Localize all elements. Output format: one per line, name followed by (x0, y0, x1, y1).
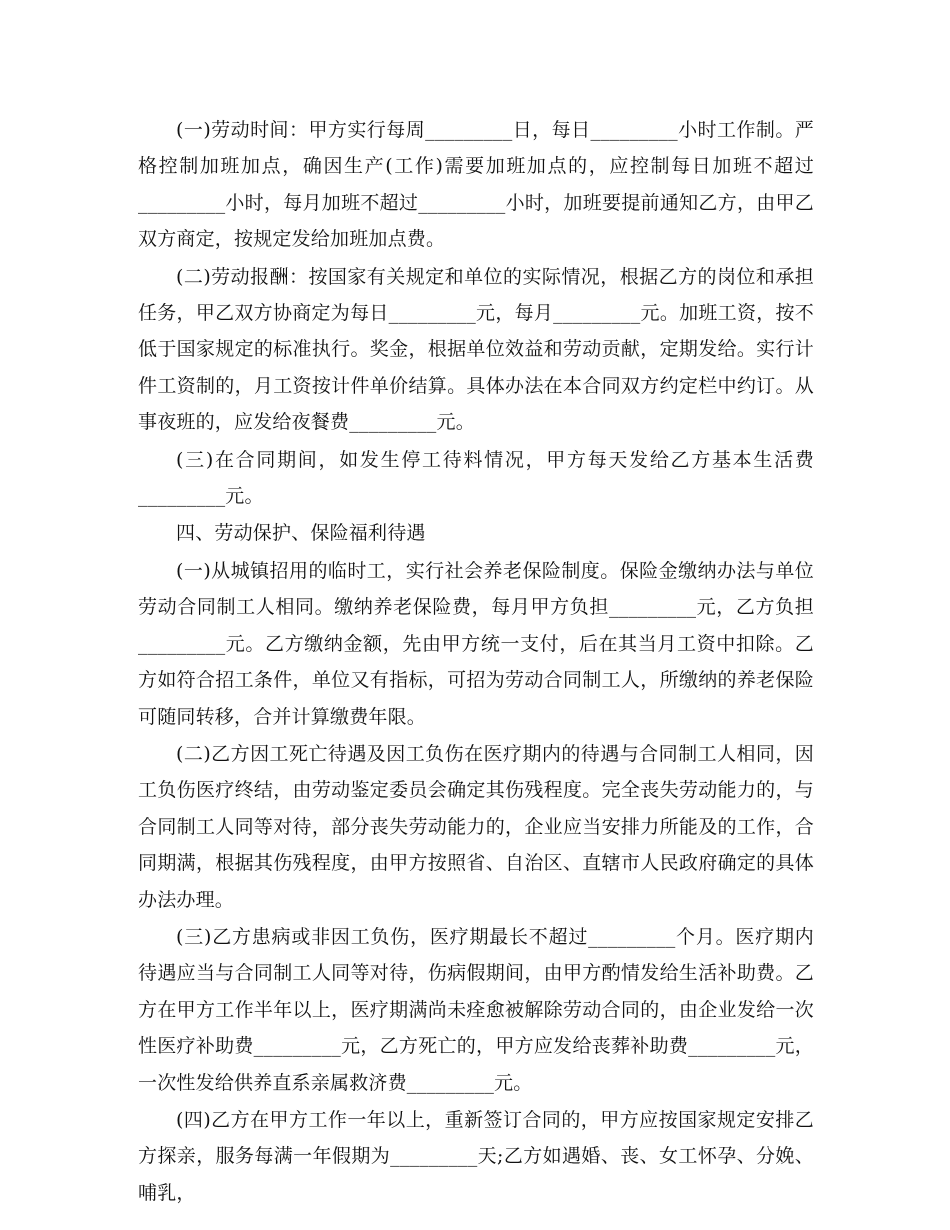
paragraph-home-leave: (四)乙方在甲方工作一年以上，重新签订合同的，甲方应按国家规定安排乙方探亲，服务每满一年假期为_________天;乙方如遇婚、丧、女工怀孕、分娩、哺乳， (138, 1108, 814, 1204)
paragraph-illness-medical: (三)乙方患病或非因工负伤，医疗期最长不超过_________个月。医疗期内待遇应当与合同制工人同等对待，伤病假期间，由甲方酌情发给生活补助费。乙方在甲方工作半年以上，医疗期满尚未痊愈被解除劳动合同的，由企业发给一次性医疗补助费_________元，乙方死亡的，甲方应发给丧葬补助费_________元，一次性发给供养直系亲属救济费_________元。 (138, 925, 814, 1094)
document-page (138, 112, 814, 1211)
paragraph-pension-insurance: (一)从城镇招用的临时工，实行社会养老保险制度。保险金缴纳办法与单位劳动合同制工人相同。缴纳养老保险费，每月甲方负担_________元，乙方负担_________元。乙方缴纳金额，先由甲方统一支付，后在其当月工资中扣除。乙方如符合招工条件，单位又有指标，可招为劳动合同制工人，所缴纳的养老保险可随同转移，合并计算缴费年限。 (138, 559, 814, 728)
paragraph-working-hours: (一)劳动时间：甲方实行每周_________日，每日_________小时工作制。严格控制加班加点，确因生产(工作)需要加班加点的，应控制每日加班不超过_________小时，每月加班不超过_________小时，加班要提前通知乙方，由甲乙双方商定，按规定发给加班加点费。 (138, 119, 814, 251)
paragraph-work-stoppage: (三)在合同期间，如发生停工待料情况，甲方每天发给乙方基本生活费_________元。 (138, 448, 814, 508)
paragraph-work-injury: (二)乙方因工死亡待遇及因工负伤在医疗期内的待遇与合同制工人相同，因工负伤医疗终结，由劳动鉴定委员会确定其伤残程度。完全丧失劳动能力的，与合同制工人同等对待，部分丧失劳动能力的，企业应当安排力所能及的工作，合同期满，根据其伤残程度，由甲方按照省、自治区、直辖市人民政府确定的具体办法办理。 (138, 742, 814, 911)
paragraph-remuneration: (二)劳动报酬：按国家有关规定和单位的实际情况，根据乙方的岗位和承担任务，甲乙双方协商定为每日_________元，每月_________元。加班工资，按不低于国家规定的标准执行。奖金，根据单位效益和劳动贡献，定期发给。实行计件工资制的，月工资按计件单价结算。具体办法在本合同双方约定栏中约订。从事夜班的，应发给夜餐费_________元。 (138, 265, 814, 434)
section-heading-labor-protection: 四、劳动保护、保险福利待遇 (176, 522, 426, 545)
